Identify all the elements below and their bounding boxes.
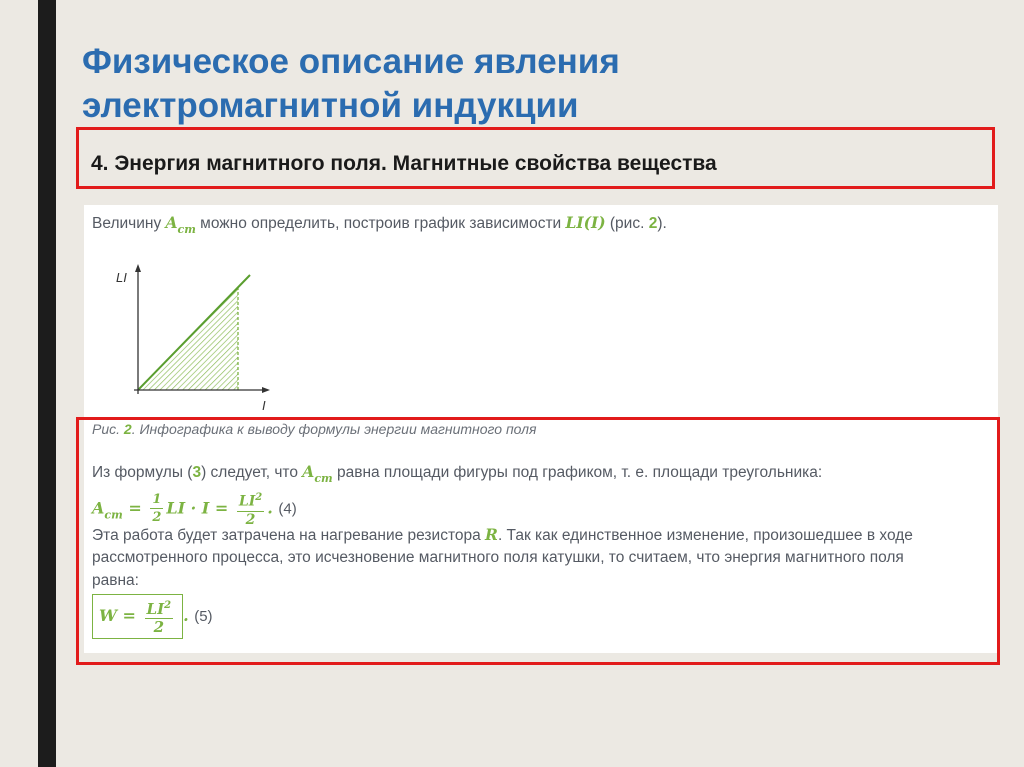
f5-frac-exp: 2: [164, 600, 172, 611]
intro-dependency: LI(I): [565, 213, 606, 232]
f4-frac-num-base: LI: [238, 493, 256, 510]
paragraph-2-line-3: равна:: [92, 572, 139, 589]
slide-subtitle: 4. Энергия магнитного поля. Магнитные свойства вещества: [91, 152, 717, 175]
f4-middle: LI · I =: [166, 498, 234, 518]
f4-frac-exp: 2: [255, 492, 263, 503]
energy-graph: [114, 260, 284, 420]
caption-prefix: Рис.: [92, 421, 124, 437]
intro-line: [92, 213, 667, 236]
f5-tail: .: [183, 606, 189, 625]
f4-half-den: 2: [152, 510, 162, 526]
x-axis-label: I: [262, 398, 266, 413]
caption-number: 2: [123, 421, 132, 437]
f4-half-num: 1: [152, 492, 162, 508]
p1-quantity-symbol: A: [302, 462, 315, 481]
slide-title-line-1: Физическое описание явления: [82, 42, 620, 81]
slide-title: [82, 40, 620, 128]
intro-text-middle: можно определить, построив график зависимости: [195, 215, 566, 232]
f5-number: (5): [194, 608, 213, 625]
intro-text-after-close: ).: [657, 215, 667, 232]
f5-lhs: W =: [99, 606, 142, 625]
p1-middle: ) следует, что: [201, 464, 303, 481]
f4-lhs-subscript: cm: [104, 508, 123, 522]
intro-text-before: Величину: [92, 215, 166, 232]
subtitle-frame: [76, 127, 995, 189]
p2-resistor: R: [485, 525, 498, 544]
p1-after: равна площади фигуры под графиком, т. е. площади треугольника:: [332, 464, 823, 481]
y-axis-arrow-icon: [135, 264, 141, 272]
left-accent-bar: [38, 0, 56, 767]
y-axis-label: LI: [116, 270, 127, 285]
x-axis-arrow-icon: [262, 387, 270, 393]
intro-text-after-open: (рис.: [605, 215, 649, 232]
intro-figure-ref: 2: [648, 215, 658, 232]
intro-quantity-subscript: cm: [177, 223, 196, 236]
p2-line1-after: . Так как единственное изменение, произошедшее в ходе: [497, 527, 913, 544]
f4-lhs: A: [92, 498, 105, 518]
p1-formula-ref: 3: [192, 464, 202, 481]
f4-number: (4): [278, 500, 297, 518]
intro-quantity: [165, 213, 196, 236]
f4-frac-den: 2: [245, 511, 256, 528]
f5-frac-num-base: LI: [146, 600, 165, 618]
f4-tail: .: [267, 498, 273, 518]
intro-quantity-symbol: A: [165, 213, 178, 232]
f4-eq: =: [122, 498, 148, 518]
p1-before: Из формулы (: [92, 464, 193, 481]
slide-title-line-2: электромагнитной индукции: [82, 86, 579, 125]
caption-text: . Инфографика к выводу формулы энергии магнитного поля: [131, 421, 537, 437]
p1-quantity-subscript: cm: [314, 472, 333, 485]
f5-frac-den: 2: [153, 618, 164, 636]
p2-line1-before: Эта работа будет затрачена на нагревание резистора: [92, 527, 486, 544]
paragraph-2-line-2: рассмотренного процесса, это исчезновение магнитного поля катушки, то считаем, что энергия магнитного поля: [92, 549, 904, 566]
highlight-frame: [76, 417, 1000, 665]
